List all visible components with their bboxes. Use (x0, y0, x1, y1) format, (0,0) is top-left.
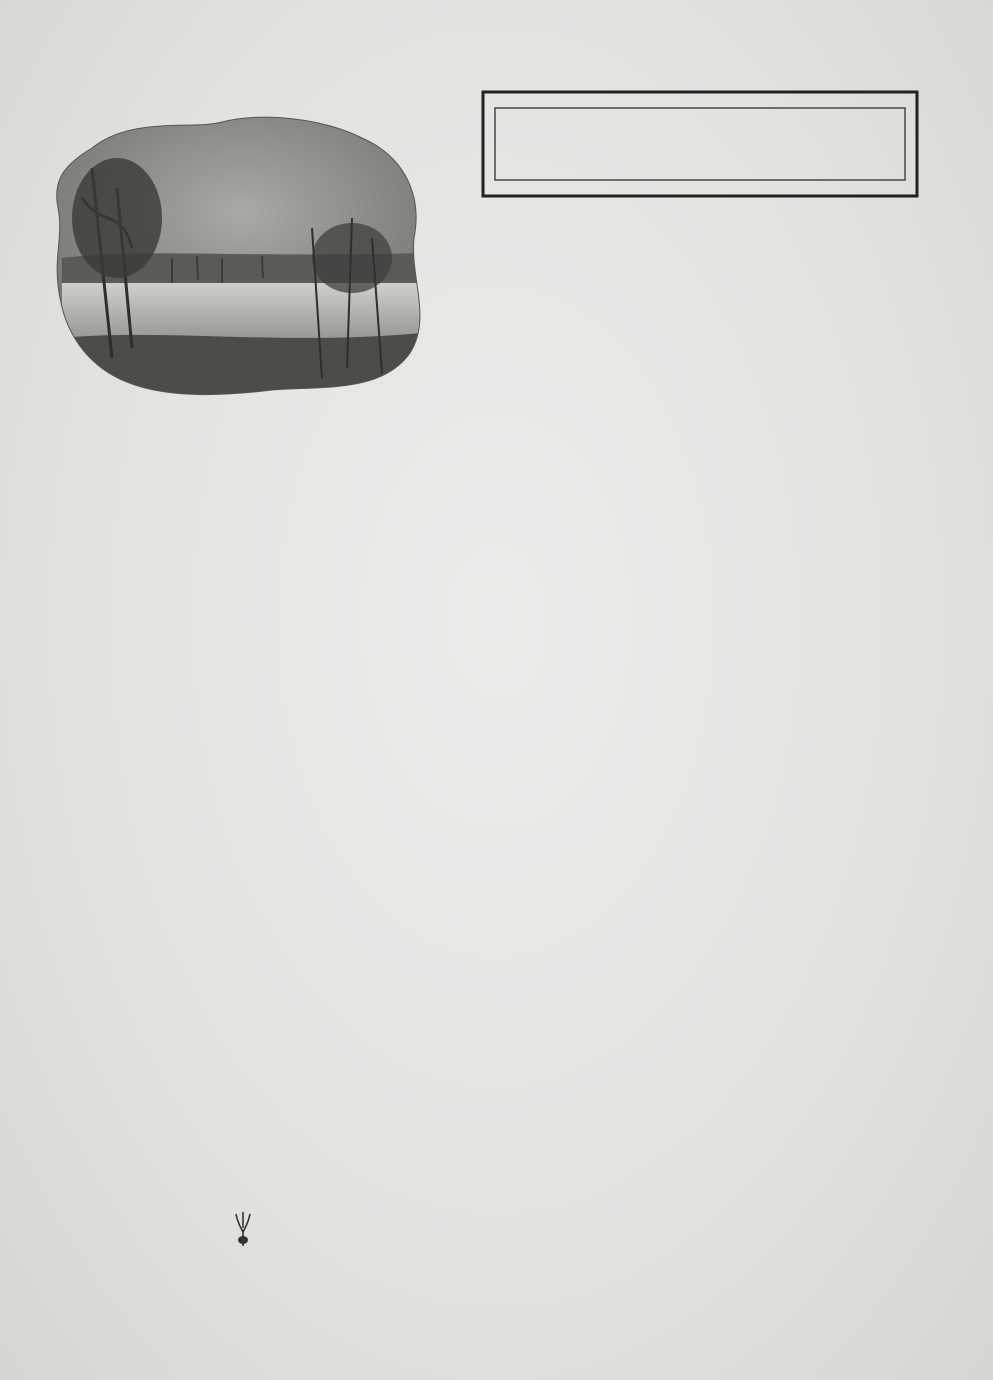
article-title-banner (481, 90, 919, 198)
left-column (22, 94, 462, 424)
illustration (22, 108, 462, 408)
right-column (481, 90, 921, 214)
tulip-ornament-icon (232, 1210, 254, 1255)
ornamental-border (481, 90, 919, 198)
river-landscape-image (22, 108, 462, 408)
